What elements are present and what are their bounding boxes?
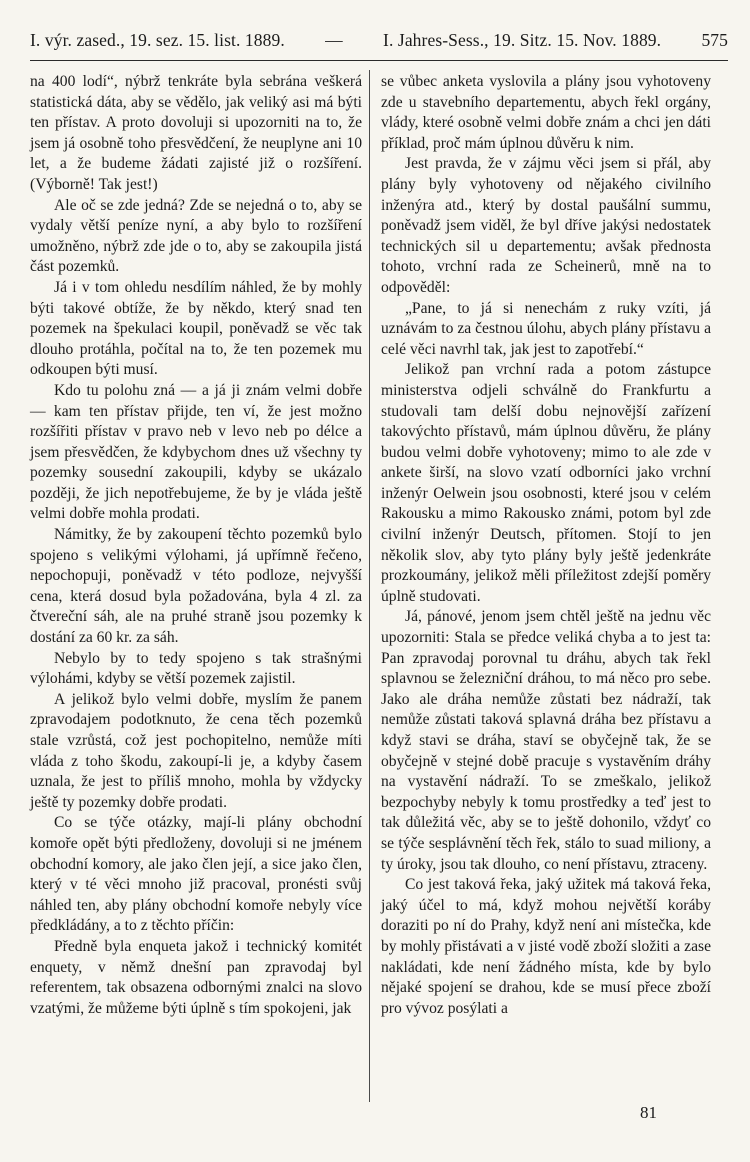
paragraph: Jest pravda, že v zájmu věci jsem si přál, aby plány byly vyhotoveny od nějakého civilního inženýra atd., který by dostal paušální summu, poněvadž jsem viděl, že byl dříve jakýsi nedostatek technických sil u departementu; avšak přednosta tohoto, vrchní rada ze Scheinerů, mně na to odpověděl: (381, 155, 711, 296)
paragraph: Já, pánové, jenom jsem chtěl ještě na jednu věc upozorniti: Stala se předce veliká chyba a to jest ta: Pan zpravodaj porovnal tu dráhu, abych tak řekl splavnou se železniční dráhou, to má něco pro sebe. Jako ale dráha nemůže zůstati bez nádraží, tak nemůže zůstati taková splavná dráha bez přístavu a když stavi se dráha, staví se obyčejně tak, že se obyčejně v stejné době pracuje s vystavěním dráhy na vystavění nádraží. To se zmeškalo, jelikož bezpochyby nebyly k tomu prostředky a teď jest to tak důležitá věc, aby se to ještě dohonilo, vždyť co se týče sesplávnění těch řek, stálo to suad miliony, a ty úroky, jsou tak dlouho, co není přístavu, ztraceny. (381, 608, 711, 873)
running-header (30, 30, 728, 58)
page-number: 575 (701, 30, 728, 50)
header-german: I. Jahres-Sess., 19. Sitz. 15. Nov. 1889. (383, 30, 662, 50)
folio-number: 81 (640, 1103, 657, 1122)
paragraph: „Pane, to já si nenechám z ruky vzíti, já uznávám to za čestnou úlohu, abych plány přístavu a celé věci navrhl tak, jak jest to zapotřebí.“ (381, 299, 711, 358)
paragraph: Co jest taková řeka, jaký užitek má taková řeka, jaký účel to má, když mohou největší koráby doraziti po ní do Prahy, když není ani místečka, kde by mohly přistávati a v jisté vodě zboží složiti a zase nakládati, kde není žádného místa, kde by bylo nějaké spojení se drahou, kde se musí přece zboží pro vývoz posýlati a (381, 876, 711, 1017)
paragraph: Kdo tu polohu zná — a já ji znám velmi dobře — kam ten přístav přijde, ten ví, že jest možno rozšířiti přístav v pravo neb v levo neb po délce a jsem přesvědčen, že kdybychom dnes už všechny ty pozemky sousední zakoupili, kdyby se ukázalo později, že jich nepotřebujeme, že by je vláda ještě velmi dobře mohla prodati. (30, 381, 362, 523)
paragraph: se vůbec anketa vyslovila a plány jsou vyhotoveny zde u stavebního departementu, abych řekl orgány, vlády, které osobně velmi dobře znám a chci jen dáti příklad, proč mám úplnou důvěru k nim. (381, 73, 711, 152)
paragraph: Já i v tom ohledu nesdílím náhled, že by mohly býti takové obtíže, že by někdo, který snad ten pozemek na špekulaci koupil, poněvadž se věc tak dlouho protáhla, počítal na to, že ten pozemek mu odkoupen býti musí. (30, 278, 362, 379)
paragraph: Předně byla enqueta jakož i technický komitét enquety, v němž dnešní pan zpravodaj byl referentem, tak obsazena odbornými znalci na slovo vzatými, že můžeme býti úplně s tím spokojeni, jak (30, 937, 362, 1017)
left-column (30, 72, 362, 1019)
header-rule (30, 60, 728, 61)
paragraph: Námitky, že by zakoupení těchto pozemků bylo spojeno s velikými výlohami, já upřímně řečeno, nepochopuji, poněvadž v této podloze, nejvyšší cena, která dosud byla požadována, byla 4 zl. za čtvereční sáh, ale na pruhé straně jsou pozemky k dostání za 60 kr. za sáh. (30, 526, 362, 647)
paragraph: Co se týče otázky, mají-li plány obchodní komoře opět býti předloženy, dovoluji si ne jménem obchodní komory, ale jako člen její, a sice jako člen, který v té věci mnoho již pracoval, pronésti svůj náhled ten, aby plány obchodní komoře nebyly více předkládány, a to z těchto příčin: (30, 814, 362, 935)
header-separator: — (325, 30, 343, 50)
paragraph: Ale oč se zde jedná? Zde se nejedná o to, aby se vydaly větší peníze nyní, a aby bylo to rozšíření umožněno, nýbrž zde jde o to, aby se zakoupila jistá část pozemků. (30, 196, 362, 276)
paragraph: Nebylo by to tedy spojeno s tak strašnými výlohámi, kdyby se větší pozemek zajistil. (30, 649, 362, 688)
column-divider (369, 70, 370, 1102)
paragraph: Jelikož pan vrchní rada a potom zástupce ministerstva odjeli schválně do Frankfurtu a studovali tam delší dobu nejnovější zařízení takovýchto přístavů, mám úplnou důvěru, že plány budou velmi dobře vyhotoveny; mimo to ale zde v ankete širší, na slovo vzatí odborníci jako vrchní inženýr Oelwein jsou osobnosti, které jsou v celém Rakousku a mimo Rakousko známi, potom byl zde civilní inženýr Deutsch, přítomen. Stojí to jen několik slov, aby tyto plány byly ještě jedenkráte prozkoumány, jelikož měli příležitost zdejší poměry úplně studovati. (381, 361, 711, 605)
right-column (381, 72, 711, 1019)
paragraph: A jelikož bylo velmi dobře, myslím že panem zpravodajem podotknuto, že cena těch pozemků stale vzrůstá, což jest pochopitelno, nemůže míti vláda z toho škodu, zakoupí-li je, a kdyby časem uznala, že jest to příliš mnoho, mohla by vždycky ještě ty pozemky dobře prodati. (30, 690, 362, 811)
header-czech: I. výr. zased., 19. sez. 15. list. 1889. (30, 30, 285, 50)
paragraph: na 400 lodí“, nýbrž tenkráte byla sebrána veškerá statistická dáta, aby se vědělo, jak veliký asi má býti ten přístav. A proto dovoluji si upozorniti na to, že jsem já osobně toho přesvědčení, že neuplyne ani 10 let, a že budeme žádati zajisté již o rozšíření. (Výborně! Tak jest!) (30, 73, 362, 193)
